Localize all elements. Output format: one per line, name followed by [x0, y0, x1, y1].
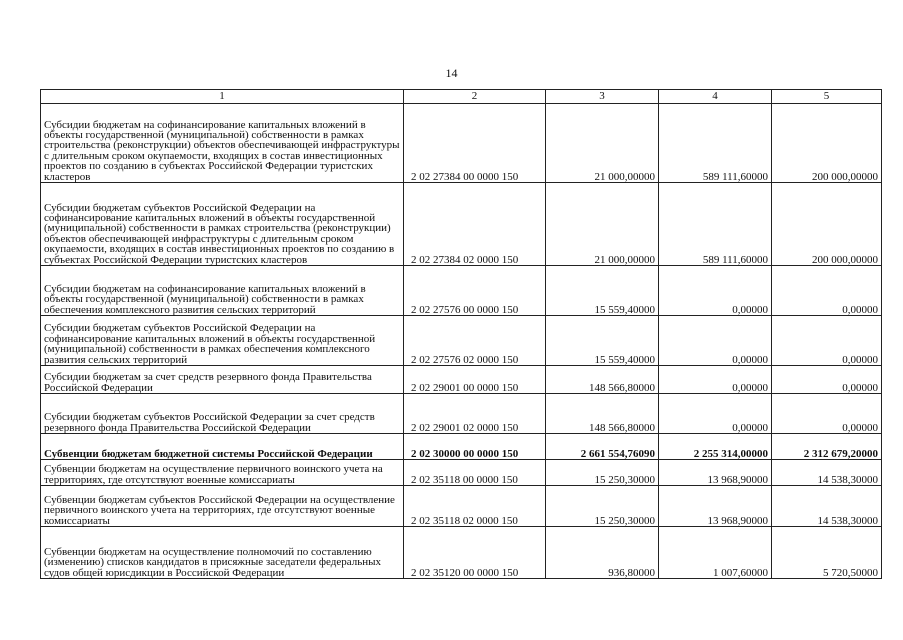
- row-col4-value: 1 007,60000: [659, 527, 772, 579]
- row-col5-value: 200 000,00000: [772, 183, 882, 266]
- row-col3-value: 2 661 554,76090: [546, 434, 659, 460]
- row-col3-value: 15 250,30000: [546, 486, 659, 527]
- table-header-row: [41, 90, 882, 104]
- table-row: [41, 434, 882, 460]
- table-row: [41, 527, 882, 579]
- row-col4-value: 0,00000: [659, 394, 772, 434]
- table-row: [41, 394, 882, 434]
- row-col5-value: 0,00000: [772, 394, 882, 434]
- row-code-cell: 2 02 35118 02 0000 150: [404, 486, 546, 527]
- row-col4-value: 13 968,90000: [659, 460, 772, 486]
- row-code-cell: 2 02 27384 00 0000 150: [404, 104, 546, 183]
- row-col5-value: 0,00000: [772, 266, 882, 316]
- row-code-cell: 2 02 29001 00 0000 150: [404, 366, 546, 394]
- row-code-cell: 2 02 35120 00 0000 150: [404, 527, 546, 579]
- page-number: 14: [445, 66, 458, 80]
- table-row: [41, 266, 882, 316]
- row-col5-value: 0,00000: [772, 316, 882, 366]
- row-name-cell: Субсидии бюджетам субъектов Российской Федерации за счет средств резервного фонда Правительства Российской Федерации: [41, 394, 404, 434]
- row-col4-value: 0,00000: [659, 366, 772, 394]
- column-header: 4: [659, 90, 772, 104]
- row-col3-value: 15 250,30000: [546, 460, 659, 486]
- row-code-cell: 2 02 29001 02 0000 150: [404, 394, 546, 434]
- row-name-cell: Субсидии бюджетам на софинансирование капитальных вложений в объекты государственной (муниципальной) собственности в рамках строительства (реконструкции) объектов обеспечивающей инфраструктуры с длительным сроком окупаемости, входящих в состав инвестиционных проектов по созданию в субъектах Российской Федерации туристских кластеров: [41, 104, 404, 183]
- row-col4-value: 2 255 314,00000: [659, 434, 772, 460]
- row-code-cell: 2 02 27576 00 0000 150: [404, 266, 546, 316]
- row-code-cell: 2 02 35118 00 0000 150: [404, 460, 546, 486]
- row-name-cell: Субсидии бюджетам субъектов Российской Федерации на софинансирование капитальных вложений в объекты государственной (муниципальной) собственности в рамках строительства (реконструкции) объектов обеспечивающей инфраструктуры с длительным сроком окупаемости, входящих в состав инвестиционных проектов по созданию в субъектах Российской Федерации туристских кластеров: [41, 183, 404, 266]
- table-row: [41, 366, 882, 394]
- row-col3-value: 15 559,40000: [546, 266, 659, 316]
- row-col5-value: 0,00000: [772, 366, 882, 394]
- column-header: 1: [41, 90, 404, 104]
- budget-table-body: [41, 90, 882, 579]
- row-col3-value: 936,80000: [546, 527, 659, 579]
- column-header: 2: [404, 90, 546, 104]
- table-row: [41, 183, 882, 266]
- table-row: [41, 104, 882, 183]
- row-col4-value: 0,00000: [659, 266, 772, 316]
- column-header: 5: [772, 90, 882, 104]
- row-code-cell: 2 02 27576 02 0000 150: [404, 316, 546, 366]
- row-name-cell: Субсидии бюджетам на софинансирование капитальных вложений в объекты государственной (муниципальной) собственности в рамках обеспечения комплексного развития сельских территорий: [41, 266, 404, 316]
- row-col3-value: 21 000,00000: [546, 104, 659, 183]
- row-col4-value: 589 111,60000: [659, 104, 772, 183]
- row-col3-value: 21 000,00000: [546, 183, 659, 266]
- row-col4-value: 0,00000: [659, 316, 772, 366]
- row-col3-value: 148 566,80000: [546, 366, 659, 394]
- row-code-cell: 2 02 30000 00 0000 150: [404, 434, 546, 460]
- table-row: [41, 486, 882, 527]
- column-header: 3: [546, 90, 659, 104]
- row-col4-value: 13 968,90000: [659, 486, 772, 527]
- row-col3-value: 148 566,80000: [546, 394, 659, 434]
- table-row: [41, 460, 882, 486]
- row-name-cell: Субвенции бюджетам на осуществление полномочий по составлению (изменению) списков кандидатов в присяжные заседатели федеральных судов общей юрисдикции в Российской Федерации: [41, 527, 404, 579]
- budget-table: [40, 89, 882, 579]
- row-name-cell: Субвенции бюджетам на осуществление первичного воинского учета на территориях, где отсутствуют военные комиссариаты: [41, 460, 404, 486]
- row-col5-value: 5 720,50000: [772, 527, 882, 579]
- row-col4-value: 589 111,60000: [659, 183, 772, 266]
- table-row: [41, 316, 882, 366]
- row-code-cell: 2 02 27384 02 0000 150: [404, 183, 546, 266]
- row-col5-value: 14 538,30000: [772, 460, 882, 486]
- row-name-cell: Субвенции бюджетам субъектов Российской Федерации на осуществление первичного воинского учета на территориях, где отсутствуют военные комиссариаты: [41, 486, 404, 527]
- row-col3-value: 15 559,40000: [546, 316, 659, 366]
- row-name-cell: Субсидии бюджетам субъектов Российской Федерации на софинансирование капитальных вложений в объекты государственной (муниципальной) собственности в рамках обеспечения комплексного развития сельских территорий: [41, 316, 404, 366]
- row-col5-value: 200 000,00000: [772, 104, 882, 183]
- row-col5-value: 14 538,30000: [772, 486, 882, 527]
- row-name-cell: Субвенции бюджетам бюджетной системы Российской Федерации: [41, 434, 404, 460]
- row-col5-value: 2 312 679,20000: [772, 434, 882, 460]
- row-name-cell: Субсидии бюджетам за счет средств резервного фонда Правительства Российской Федерации: [41, 366, 404, 394]
